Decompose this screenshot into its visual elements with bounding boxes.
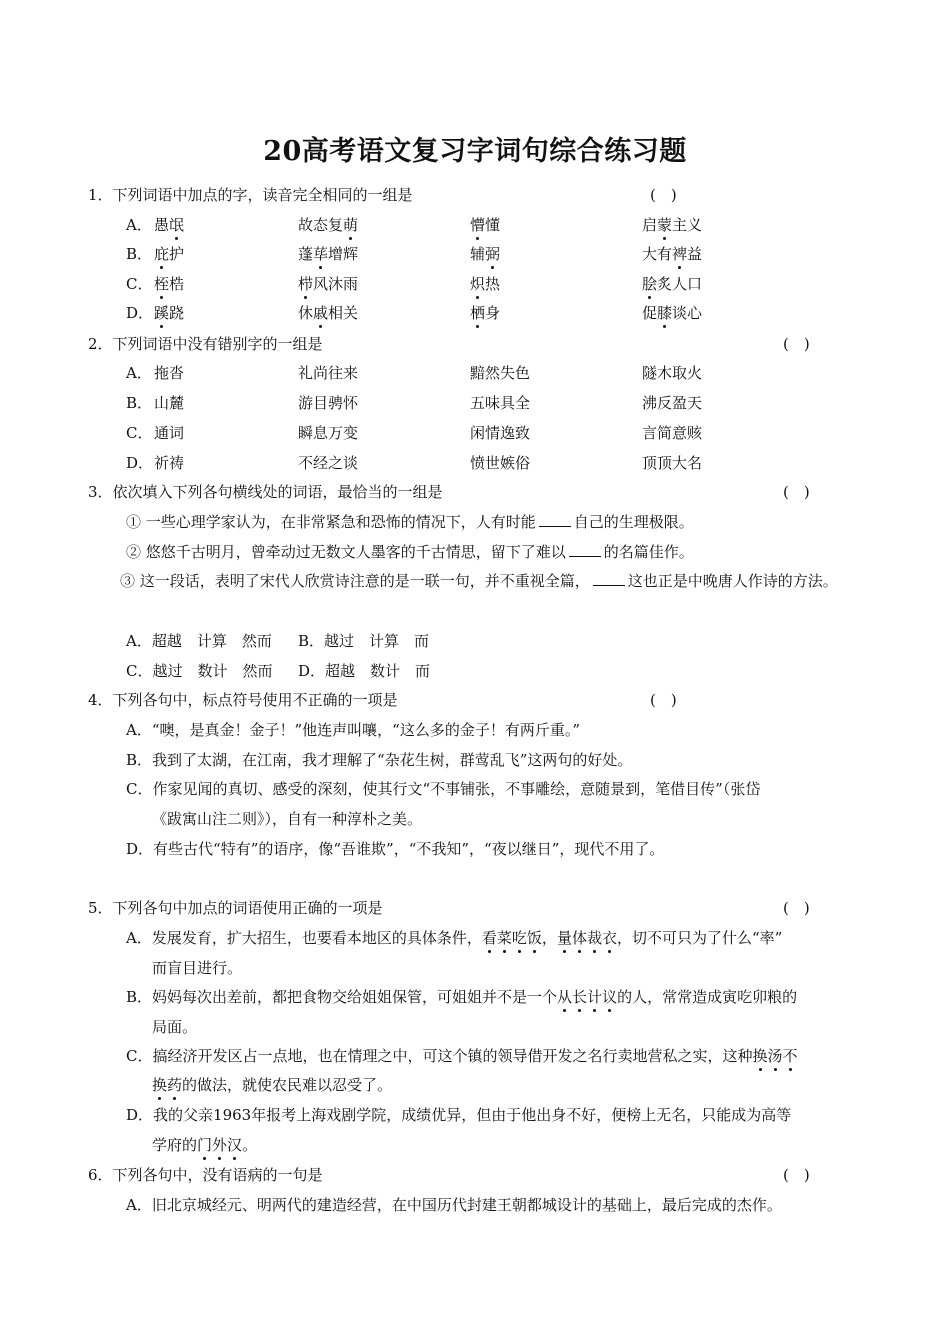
dotted-char: 氓 (169, 216, 185, 234)
option-a: A．旧北京城经元、明两代的建造经营，在中国历代封建王朝都城设计的基础上，最后完成的杰作。 (126, 1196, 782, 1214)
word: 故态复萌 (298, 216, 359, 234)
question-number: 1． (88, 186, 113, 204)
word: 瞬息万变 (298, 424, 359, 442)
dotted-char: 戚 (313, 304, 329, 322)
option-a-continued: 而盲目进行。 (152, 959, 243, 977)
dotted-char: 栉 (298, 275, 314, 293)
emphasis-dot-char: 看 (481, 929, 497, 947)
option-c-continued: 换药的做法，就使农民难以忍受了。 (152, 1076, 393, 1094)
question-stem: 下列各句中，标点符号使用不正确的一项是 (112, 691, 398, 709)
emphasis-dot-char: 裁 (586, 929, 602, 947)
dotted-char: 弼 (485, 245, 501, 263)
dotted-term (557, 929, 617, 947)
emphasis-dot-char: 量 (556, 929, 572, 947)
word: 庇护 (154, 245, 185, 263)
page-title: 20高考语文复习字词句综合练习题 (263, 136, 687, 167)
dotted-char: 裨 (672, 245, 688, 263)
option-d-continued: 学府的门外汉。 (152, 1136, 258, 1154)
dotted-char: 庇 (154, 245, 170, 263)
q3-options-row-1b: B．越过 计算 而 (298, 632, 430, 650)
word: 拖沓 (154, 364, 185, 382)
emphasis-dot-char: 计 (587, 988, 603, 1006)
emphasis-dot-char: 体 (571, 929, 587, 947)
dotted-char: 栖 (470, 304, 486, 322)
word: 栉风沐雨 (298, 275, 359, 293)
word: 促膝谈心 (642, 304, 703, 322)
answer-blank[interactable] (593, 571, 625, 586)
word: 顶顶大名 (642, 454, 703, 472)
word: 隧木取火 (642, 364, 703, 382)
dotted-char: 蒙 (657, 216, 673, 234)
question-stem: 下列词语中加点的字，读音完全相同的一组是 (112, 186, 413, 204)
emphasis-dot-char: 饭 (526, 929, 542, 947)
emphasis-dot-char: 药 (167, 1076, 183, 1094)
word: 大有裨益 (642, 245, 703, 263)
answer-paren: ( ) (650, 186, 677, 204)
q3-sentence-2: ② 悠悠千古明月，曾牵动过无数文人墨客的千古情思，留下了难以 的名篇佳作。 (126, 543, 694, 561)
dotted-term (152, 1076, 182, 1094)
option-d: D．有些古代“特有”的语序，像“吾谁欺”，“不我知”，“夜以继日”，现代不用了。 (126, 840, 665, 858)
answer-paren: ( ) (783, 483, 810, 501)
emphasis-dot-char: 吃 (511, 929, 527, 947)
option-label: D． (126, 304, 154, 322)
dotted-term (557, 988, 617, 1006)
dotted-term (197, 1136, 242, 1154)
word: 沸反盈天 (642, 394, 703, 412)
emphasis-dot-char: 议 (602, 988, 618, 1006)
word: 蓬荜增辉 (298, 245, 359, 263)
word: 祈祷 (154, 454, 185, 472)
word: 黯然失色 (470, 364, 531, 382)
dotted-char: 膝 (657, 304, 673, 322)
q3-options-row-2b: D．超越 数计 而 (298, 662, 431, 680)
option-c-continued: 《跋寓山注二则》），自有一种淳朴之美。 (152, 810, 423, 828)
dotted-char: 桎 (154, 275, 170, 293)
word: 礼尚往来 (298, 364, 359, 382)
dotted-char: 脍 (642, 275, 658, 293)
word: 蹊跷 (154, 304, 185, 322)
option-d: D．我的父亲1963年报考上海戏剧学院，成绩优异，但由于他出身不好，便榜上无名，只能成为高等 (126, 1106, 792, 1124)
word: 游目骋怀 (298, 394, 359, 412)
question-stem: 下列各句中，没有语病的一句是 (112, 1166, 323, 1184)
dotted-char: 荜 (313, 245, 329, 263)
word: 休戚相关 (298, 304, 359, 322)
option-c: C．搞经济开发区占一点地，也在情理之中，可这个镇的领导借开发之名行卖地营私之实，这种换汤不 (126, 1047, 798, 1065)
emphasis-dot-char: 长 (572, 988, 588, 1006)
option-a: A．发展发育，扩大招生，也要看本地区的具体条件，看菜吃饭，量体裁衣，切不可只为了什么“率” (126, 929, 783, 947)
emphasis-dot-char: 衣 (601, 929, 617, 947)
word: 闲情逸致 (470, 424, 531, 442)
option-label: C． (126, 424, 153, 442)
question-stem: 下列词语中没有错别字的一组是 (112, 335, 323, 353)
option-label: C． (126, 275, 153, 293)
word: 通词 (154, 424, 185, 442)
word: 脍炙人口 (642, 275, 703, 293)
option-b: B．我到了太湖，在江南，我才理解了“杂花生树，群莺乱飞”这两句的好处。 (126, 751, 633, 769)
emphasis-dot-char: 换 (752, 1047, 768, 1065)
answer-blank[interactable] (539, 512, 571, 527)
emphasis-dot-char: 汉 (227, 1136, 243, 1154)
option-b-continued: 局面。 (152, 1018, 198, 1036)
answer-paren: ( ) (783, 899, 810, 917)
dotted-char: 炽 (470, 275, 486, 293)
dotted-char: 蹊 (154, 304, 170, 322)
dotted-term (482, 929, 542, 947)
answer-paren: ( ) (783, 1166, 810, 1184)
emphasis-dot-char: 汤 (767, 1047, 783, 1065)
option-label: A． (126, 216, 152, 234)
option-c: C．作家见闻的真切、感受的深刻，使其行文“不事铺张，不事雕绘，意随景到，笔借目传”（张岱 (126, 780, 761, 798)
question-number: 6． (88, 1166, 113, 1184)
answer-paren: ( ) (783, 335, 810, 353)
question-number: 5． (88, 899, 113, 917)
q3-options-row-2: C．越过 数计 然而 (126, 662, 273, 680)
word: 炽热 (470, 275, 501, 293)
option-a: A．“噢，是真金！金子！”他连声叫嚷，“这么多的金子！有两斤重。” (126, 721, 581, 739)
emphasis-dot-char: 菜 (496, 929, 512, 947)
q3-sentence-3: ③ 这一段话，表明了宋代人欣赏诗注意的是一联一句，并不重视全篇， 这也正是中晚唐人作诗的方法。 (120, 572, 838, 590)
option-label: A． (126, 364, 152, 382)
question-number: 3． (88, 483, 113, 501)
question-stem: 下列各句中加点的词语使用正确的一项是 (112, 899, 383, 917)
emphasis-dot-char: 从 (557, 988, 573, 1006)
dotted-char: 萌 (343, 216, 359, 234)
word: 桎梏 (154, 275, 185, 293)
word: 言简意赅 (642, 424, 703, 442)
option-b: B．妈妈每次出差前，都把食物交给姐姐保管，可姐姐并不是一个从长计议的人，常常造成寅吃卯粮的 (126, 988, 798, 1006)
word: 山麓 (154, 394, 185, 412)
word: 愚氓 (154, 216, 185, 234)
option-label: B． (126, 394, 153, 412)
word: 辅弼 (470, 245, 501, 263)
question-stem: 依次填入下列各句横线处的词语，最恰当的一组是 (112, 483, 443, 501)
word: 启蒙主义 (642, 216, 703, 234)
dotted-char: 懵 (470, 216, 486, 234)
dotted-term (753, 1047, 798, 1065)
word: 愤世嫉俗 (470, 454, 531, 472)
question-number: 2． (88, 335, 113, 353)
emphasis-dot-char: 换 (152, 1076, 168, 1094)
word: 懵懂 (470, 216, 501, 234)
answer-blank[interactable] (569, 542, 601, 557)
q3-options-row-1: A．超越 计算 然而 (126, 632, 272, 650)
option-label: B． (126, 245, 153, 263)
word: 栖身 (470, 304, 501, 322)
emphasis-dot-char: 不 (782, 1047, 798, 1065)
word: 五味具全 (470, 394, 531, 412)
word: 不经之谈 (298, 454, 359, 472)
emphasis-dot-char: 门 (197, 1136, 213, 1154)
question-number: 4． (88, 691, 113, 709)
answer-paren: ( ) (650, 691, 677, 709)
option-label: D． (126, 454, 154, 472)
emphasis-dot-char: 外 (212, 1136, 228, 1154)
q3-sentence-1: ① 一些心理学家认为，在非常紧急和恐怖的情况下，人有时能 自己的生理极限。 (126, 513, 694, 531)
